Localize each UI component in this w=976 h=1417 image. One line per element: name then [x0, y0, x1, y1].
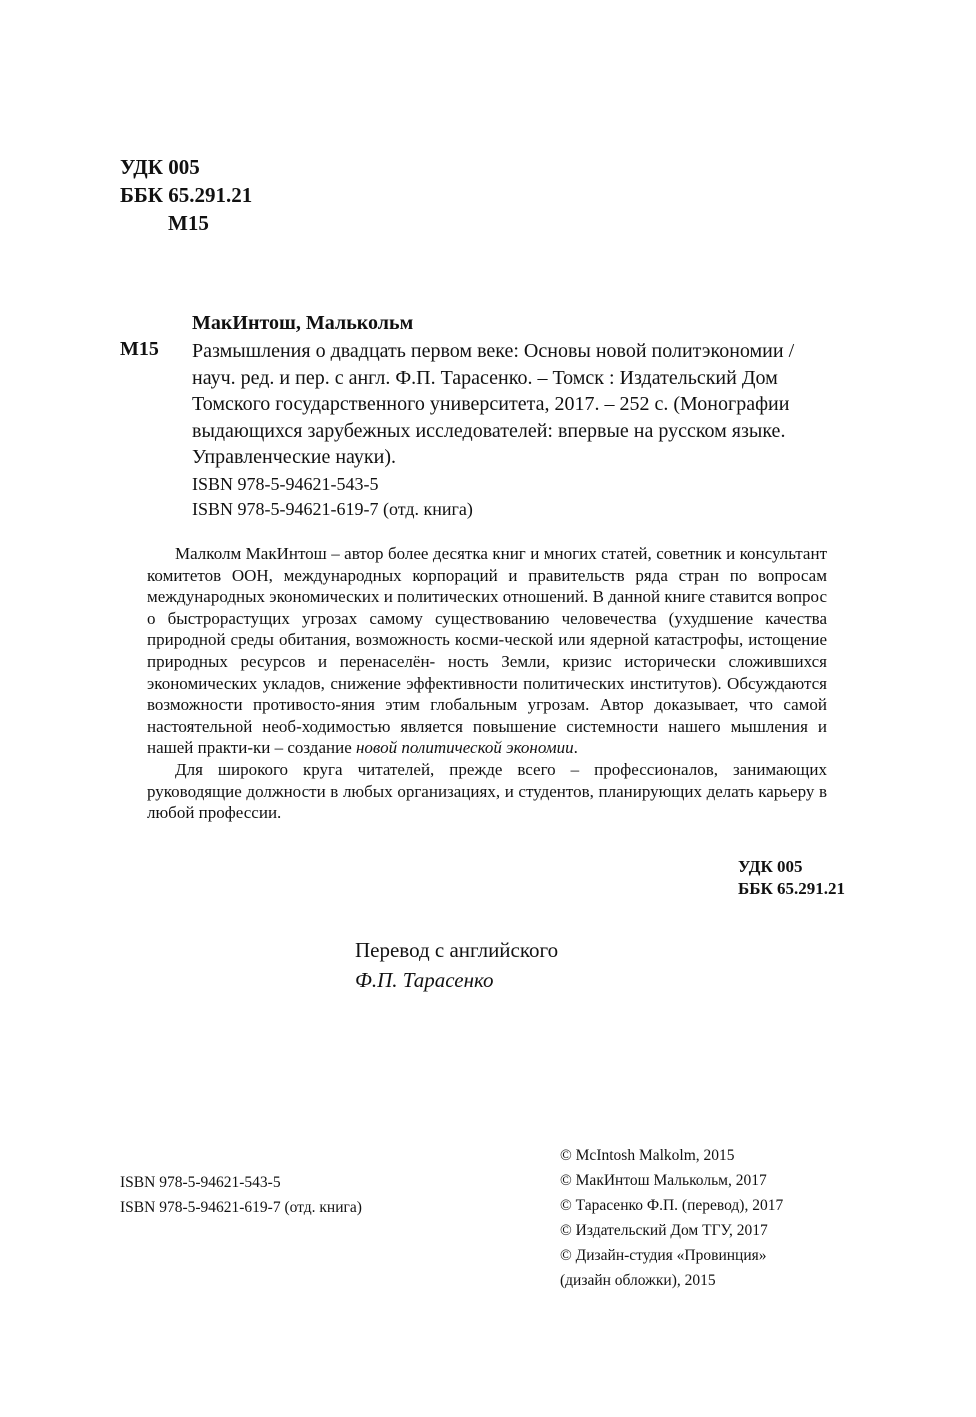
- translator-name: Ф.П. Тарасенко: [355, 968, 494, 992]
- bbk-code: ББК 65.291.21: [738, 879, 846, 898]
- annotation-line: эффективности политических институтов). Обсуждаются возможности противосто-: [147, 673, 828, 715]
- isbn-series: ISBN 978-5-94621-543-5: [192, 474, 379, 494]
- annotation-line: Малколм МакИнтош – автор более десятка книг и многих статей, советник и: [175, 544, 736, 563]
- translation-credit: [355, 935, 558, 995]
- copyright-line: (дизайн обложки), 2015: [560, 1272, 716, 1289]
- annotation-line: руководящие должности в любых организациях, и студентов, планирующих делать: [147, 781, 754, 801]
- annotation-paragraph-2: [147, 759, 827, 824]
- annotation-line: В данной книге ставится вопрос о быстрорастущих угрозах самому существованию: [147, 587, 828, 628]
- entry-isbn-block: [192, 472, 473, 522]
- udk-code: УДК 005: [738, 857, 803, 876]
- annotation-line: ческой или ядерной катастрофы, истощение природных ресурсов и перенаселён-: [147, 630, 827, 671]
- annotation-line: .: [573, 738, 578, 758]
- udk-code: УДК 005: [120, 155, 200, 179]
- copyright-block: [560, 1143, 783, 1293]
- copyright-line: © Издательский Дом ТГУ, 2017: [560, 1222, 768, 1239]
- annotation-line: Для широкого круга читателей, прежде всего – профессионалов, занимающих: [175, 759, 827, 779]
- annotation-line: стран по вопросам международных экономических и политических отношений.: [147, 565, 827, 607]
- bbk-code: ББК 65.291.21: [120, 183, 253, 207]
- copyright-line: © МакИнтош Малькольм, 2017: [560, 1172, 767, 1189]
- annotation-paragraph-1: [147, 543, 827, 759]
- annotation-codes: [738, 856, 845, 900]
- annotation-line: ходимостью является повышение системности нашего мышления и нашей практи-: [147, 716, 827, 758]
- biblio-line: Томского государственного университета, 2017. – 252 с. (Монографии: [192, 393, 790, 415]
- isbn-series: ISBN 978-5-94621-543-5: [120, 1174, 281, 1191]
- annotation-emphasis: новой политической экономии: [356, 738, 574, 758]
- entry-author: МакИнтош, Малькольм: [192, 312, 414, 334]
- author-mark: М15: [168, 211, 209, 235]
- annotation: [147, 543, 827, 824]
- translation-label: Перевод с английского: [355, 938, 559, 962]
- annotation-line: ки – создание: [253, 738, 356, 758]
- entry-author-mark: М15: [120, 338, 159, 360]
- annotation-line: ность Земли, кризис исторически сложившихся экономических укладов, снижение: [147, 651, 827, 693]
- biblio-line: выдающихся зарубежных исследователей: впервые на русском языке.: [192, 419, 786, 442]
- annotation-line: карьеру в любой профессии.: [147, 781, 828, 823]
- isbn-footer: [120, 1170, 362, 1220]
- isbn-volume: ISBN 978-5-94621-619-7 (отд. книга): [120, 1199, 362, 1216]
- annotation-line: человечества (ухудшение качества природной среды обитания, возможность косми-: [147, 608, 827, 650]
- classification-codes: [120, 153, 252, 237]
- biblio-line: Управленческие науки).: [192, 446, 396, 468]
- copyright-line: © McIntosh Malkolm, 2015: [560, 1147, 735, 1164]
- isbn-volume: ISBN 978-5-94621-619-7 (отд. книга): [192, 499, 473, 519]
- bibliographic-description: [192, 338, 858, 471]
- copyright-line: © Тарасенко Ф.П. (перевод), 2017: [560, 1197, 784, 1214]
- annotation-line: консультант комитетов ООН, международных корпораций и правительств ряда: [147, 544, 828, 585]
- copyright-line: © Дизайн-студия «Провинция»: [560, 1247, 767, 1264]
- biblio-line: Размышления о двадцать первом веке: Основы новой политэкономии /: [192, 340, 795, 362]
- biblio-line: науч. ред. и пер. с англ. Ф.П. Тарасенко. – Томск : Издательский Дом: [192, 366, 778, 389]
- annotation-line: яния этим глобальным угрозам. Автор доказывает, что самой настоятельной необ-: [147, 695, 827, 736]
